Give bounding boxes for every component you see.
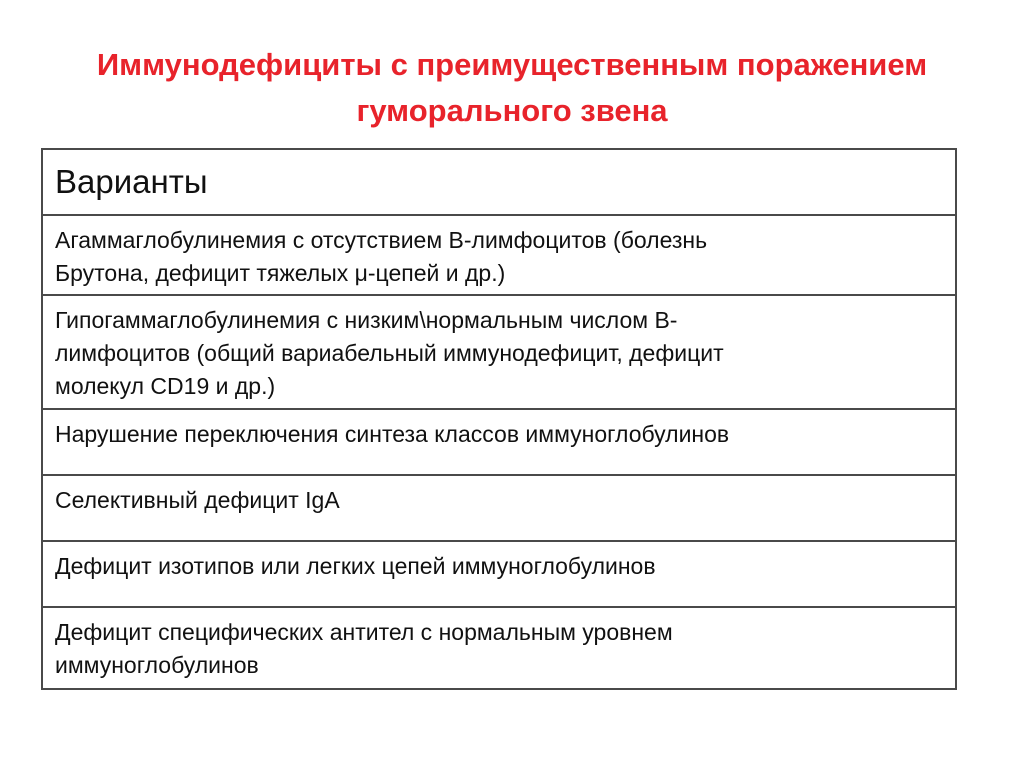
table-cell-line: Дефицит специфических антител с нормальным уровнем bbox=[55, 619, 673, 645]
table-header-row bbox=[42, 149, 956, 215]
table-row bbox=[42, 295, 956, 409]
table-cell-line: Дефицит изотипов или легких цепей иммуноглобулинов bbox=[55, 553, 656, 579]
table-cell bbox=[42, 541, 956, 607]
table-cell bbox=[42, 607, 956, 689]
table-cell-line: лимфоцитов (общий вариабельный иммунодефицит, дефицит bbox=[55, 340, 724, 366]
table-cell bbox=[42, 475, 956, 541]
slide-title-line-1: Иммунодефициты с преимущественным поражением bbox=[96, 47, 928, 82]
table-cell bbox=[42, 215, 956, 295]
table-row bbox=[42, 607, 956, 689]
table-cell-line: Нарушение переключения синтеза классов иммуноглобулинов bbox=[55, 421, 730, 447]
table-cell-line: Селективный дефицит IgA bbox=[55, 487, 340, 513]
table-row bbox=[42, 215, 956, 295]
table-header-cell: Варианты bbox=[42, 149, 956, 215]
table-cell bbox=[42, 295, 956, 409]
table-row bbox=[42, 541, 956, 607]
table-cell-line: Брутона, дефицит тяжелых μ-цепей и др.) bbox=[55, 260, 506, 286]
table-cell-line: Гипогаммаглобулинемия с низким\нормальным числом В- bbox=[55, 307, 678, 333]
slide-title-line-2: гуморального звена bbox=[356, 93, 668, 128]
table-cell-line: Агаммаглобулинемия с отсутствием В-лимфоцитов (болезнь bbox=[55, 227, 708, 253]
variants-table bbox=[41, 148, 957, 690]
table-cell-line: иммуноглобулинов bbox=[55, 652, 259, 678]
table-row bbox=[42, 409, 956, 475]
table-cell bbox=[42, 409, 956, 475]
table-cell-line: молекул CD19 и др.) bbox=[55, 373, 276, 399]
table-row bbox=[42, 475, 956, 541]
slide-title bbox=[20, 42, 1004, 134]
